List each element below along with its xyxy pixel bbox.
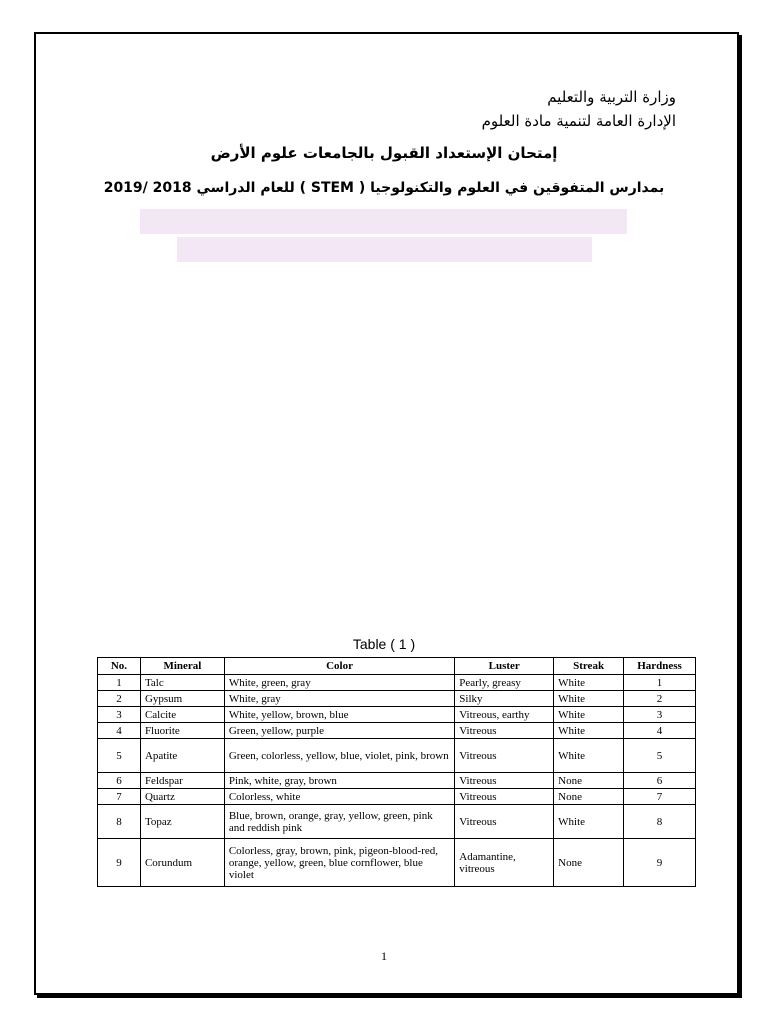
- cell-mineral: Feldspar: [140, 773, 224, 789]
- cell-mineral: Gypsum: [140, 691, 224, 707]
- cell-luster: Vitreous: [455, 773, 554, 789]
- cell-hardness: 2: [624, 691, 696, 707]
- table-row: [98, 789, 696, 805]
- cell-luster: Vitreous, earthy: [455, 707, 554, 723]
- exam-title: إمتحان الإستعداد القبول بالجامعات علوم الأرض: [210, 144, 558, 162]
- cell-streak: None: [554, 789, 624, 805]
- page-number: 1: [381, 949, 387, 963]
- column-header-mineral: Mineral: [140, 658, 224, 675]
- cell-hardness: 4: [624, 723, 696, 739]
- table-row: [98, 675, 696, 691]
- cell-color: Green, yellow, purple: [224, 723, 454, 739]
- cell-streak: White: [554, 739, 624, 773]
- cell-no: 8: [98, 805, 141, 839]
- cell-luster: Vitreous: [455, 723, 554, 739]
- highlight-bar-1: [140, 209, 627, 234]
- cell-streak: None: [554, 773, 624, 789]
- cell-hardness: 1: [624, 675, 696, 691]
- department-name: الإدارة العامة لتنمية مادة العلوم: [481, 112, 676, 130]
- cell-hardness: 9: [624, 839, 696, 887]
- table-row: [98, 723, 696, 739]
- cell-color: White, green, gray: [224, 675, 454, 691]
- cell-mineral: Fluorite: [140, 723, 224, 739]
- cell-luster: Vitreous: [455, 739, 554, 773]
- cell-hardness: 7: [624, 789, 696, 805]
- cell-hardness: 5: [624, 739, 696, 773]
- cell-color: White, yellow, brown, blue: [224, 707, 454, 723]
- cell-streak: White: [554, 723, 624, 739]
- cell-color: Colorless, gray, brown, pink, pigeon-blood-red, orange, yellow, green, blue cornflower, blue violet: [224, 839, 454, 887]
- cell-luster: Vitreous: [455, 789, 554, 805]
- cell-mineral: Calcite: [140, 707, 224, 723]
- cell-no: 7: [98, 789, 141, 805]
- cell-hardness: 8: [624, 805, 696, 839]
- cell-luster: Pearly, greasy: [455, 675, 554, 691]
- cell-mineral: Apatite: [140, 739, 224, 773]
- column-header-luster: Luster: [455, 658, 554, 675]
- cell-no: 3: [98, 707, 141, 723]
- cell-no: 9: [98, 839, 141, 887]
- highlight-bar-2: [177, 237, 592, 262]
- cell-mineral: Talc: [140, 675, 224, 691]
- table-row: [98, 707, 696, 723]
- table-row: [98, 805, 696, 839]
- cell-hardness: 6: [624, 773, 696, 789]
- cell-streak: White: [554, 691, 624, 707]
- cell-streak: White: [554, 675, 624, 691]
- cell-no: 1: [98, 675, 141, 691]
- cell-color: Blue, brown, orange, gray, yellow, green, pink and reddish pink: [224, 805, 454, 839]
- table-row: [98, 691, 696, 707]
- table-row: [98, 739, 696, 773]
- cell-streak: None: [554, 839, 624, 887]
- table-row: [98, 773, 696, 789]
- cell-mineral: Quartz: [140, 789, 224, 805]
- cell-mineral: Topaz: [140, 805, 224, 839]
- cell-color: Pink, white, gray, brown: [224, 773, 454, 789]
- cell-no: 5: [98, 739, 141, 773]
- table-header-row: [98, 658, 696, 675]
- cell-streak: White: [554, 805, 624, 839]
- cell-luster: Vitreous: [455, 805, 554, 839]
- minerals-table: [97, 657, 696, 887]
- cell-no: 4: [98, 723, 141, 739]
- exam-subtitle: بمدارس المتفوقين في العلوم والتكنولوجيا ( STEM ) للعام الدراسي 2018 /2019: [103, 180, 665, 196]
- column-header-hardness: Hardness: [624, 658, 696, 675]
- table-caption: Table ( 1 ): [352, 636, 416, 652]
- cell-mineral: Corundum: [140, 839, 224, 887]
- cell-color: Green, colorless, yellow, blue, violet, pink, brown: [224, 739, 454, 773]
- cell-luster: Adamantine, vitreous: [455, 839, 554, 887]
- column-header-color: Color: [224, 658, 454, 675]
- cell-color: Colorless, white: [224, 789, 454, 805]
- column-header-streak: Streak: [554, 658, 624, 675]
- cell-hardness: 3: [624, 707, 696, 723]
- cell-streak: White: [554, 707, 624, 723]
- column-header-no: No.: [98, 658, 141, 675]
- cell-color: White, gray: [224, 691, 454, 707]
- cell-no: 6: [98, 773, 141, 789]
- cell-luster: Silky: [455, 691, 554, 707]
- cell-no: 2: [98, 691, 141, 707]
- ministry-name: وزارة التربية والتعليم: [547, 88, 676, 106]
- table-row: [98, 839, 696, 887]
